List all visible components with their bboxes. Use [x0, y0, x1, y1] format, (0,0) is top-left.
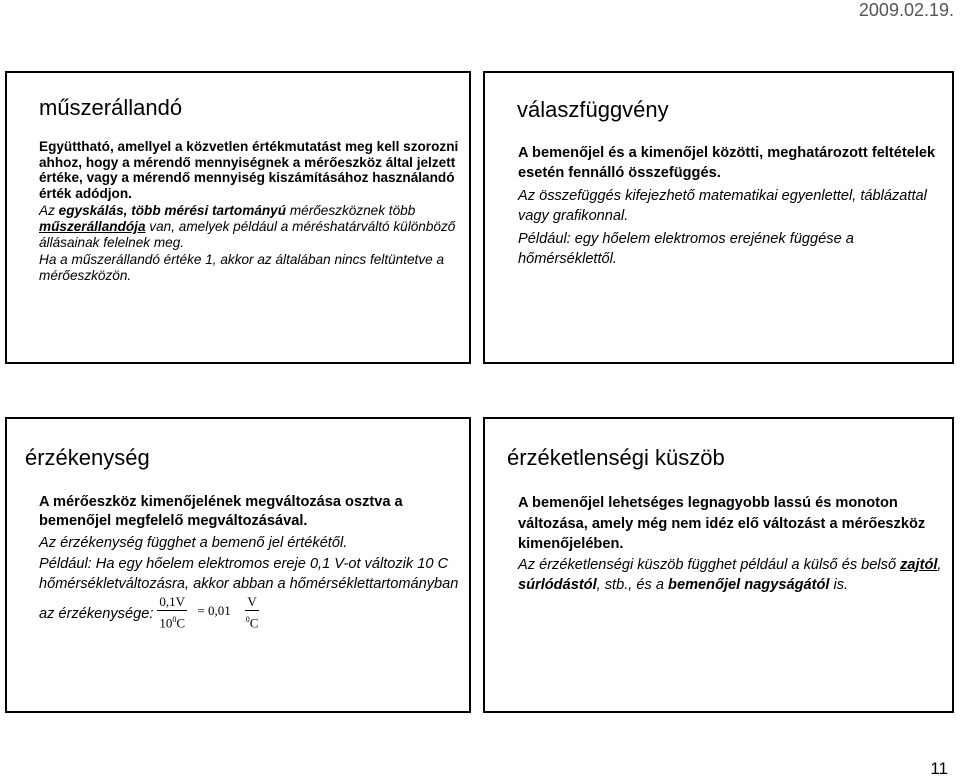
slide-body	[39, 139, 459, 285]
emphasis: egyskálás, több mérési tartományú	[58, 203, 287, 219]
slide-body	[518, 143, 948, 272]
slide-title: műszerállandó	[39, 95, 183, 120]
emphasis: súrlódástól	[518, 577, 597, 594]
text-run: is.	[829, 577, 849, 594]
emphasis: bemenőjel nagyságától	[668, 577, 830, 594]
slide-title: érzéketlenségi küszöb	[507, 445, 725, 470]
text-run: van, amelyek például a méréshatárváltó különböző állásainak felelnek meg.	[39, 218, 456, 250]
slide-erzekenyseg	[5, 417, 471, 713]
slide-title: válaszfüggvény	[517, 97, 669, 122]
den-value: 10	[159, 615, 173, 631]
fraction	[245, 594, 258, 630]
paragraph	[518, 555, 948, 596]
paragraph	[39, 555, 459, 634]
slide-title: érzékenység	[25, 445, 150, 470]
superscript: 0	[245, 615, 250, 625]
emphasis: műszerállandója	[39, 218, 146, 234]
text-run: mérőeszköznek több	[286, 203, 416, 219]
slide-muszerallando	[5, 71, 471, 364]
slide-body	[39, 493, 459, 636]
denominator	[246, 611, 259, 630]
header-date: 2009.02.19.	[858, 0, 954, 20]
den-unit: C	[176, 615, 186, 631]
paragraph: Az összefüggés kifejezhető matematikai egyenlettel, táblázattal vagy grafikonnal.	[518, 188, 927, 224]
text-run: ,	[937, 556, 942, 573]
fraction	[157, 594, 187, 630]
den-unit: C	[249, 615, 259, 631]
emphasis: zajtól	[900, 556, 938, 573]
paragraph: Az érzékenység függhet a bemenő jel értékétől.	[39, 534, 348, 551]
numerator: 0,1V	[159, 594, 186, 610]
page-number: 11	[930, 759, 948, 778]
superscript: 0	[172, 615, 177, 625]
definition-paragraph: A bemenőjel lehetséges legnagyobb lassú és monoton változása, amely még nem idéz elő változást a mérőeszköz kimenőjelében.	[518, 495, 926, 553]
text-run: , stb., és a	[596, 577, 669, 594]
text-run: Az érzéketlenségi küszöb függhet például a külső és belső	[518, 556, 901, 573]
slide-body	[518, 493, 948, 596]
equals-value: = 0,01	[197, 603, 231, 619]
slide-valaszfuggveny	[483, 71, 954, 364]
text-run: Például: Ha egy hőelem elektromos ereje 0,1 V-ot változik 10 C hőmérsékletváltozásra, akkor abban a hőmérséklettartományban az érzékenysége:	[39, 556, 459, 622]
sensitivity-formula	[157, 594, 277, 634]
denominator	[159, 611, 185, 630]
slide-erzeketlensegi-kuszob	[483, 417, 954, 713]
text-run: Az	[39, 203, 59, 219]
paragraph: Ha a műszerállandó értéke 1, akkor az általában nincs feltüntetve a mérőeszközön.	[39, 252, 445, 283]
definition-paragraph: A mérőeszköz kimenőjelének megváltozása osztva a bemenőjel megfelelő megváltozásával.	[39, 494, 403, 530]
definition-paragraph: A bemenőjel és a kimenőjel közötti, meghatározott feltételek esetén fennálló összefüggés.	[518, 145, 936, 181]
paragraph	[39, 203, 459, 250]
paragraph: Például: egy hőelem elektromos erejének függése a hőmérséklettől.	[518, 231, 854, 267]
numerator: V	[247, 594, 257, 610]
definition-paragraph: Együttható, amellyel a közvetlen értékmutatást meg kell szorozni ahhoz, hogy a mérendő mennyiségnek a mérőeszköz által jelzett értéke, vagy a mérendő mennyiség kiszámításához használandó érték adódjon.	[39, 139, 459, 201]
